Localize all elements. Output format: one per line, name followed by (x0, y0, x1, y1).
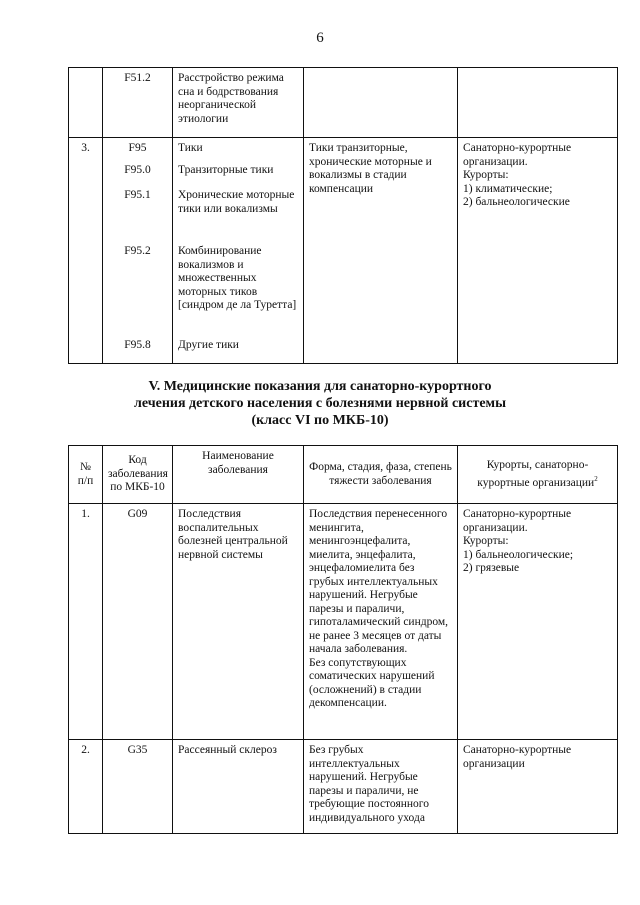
disease-codes (103, 138, 173, 364)
disease-code: G09 (103, 504, 173, 740)
disease-code: G35 (103, 740, 173, 834)
header-resorts (458, 446, 618, 504)
resorts (458, 68, 618, 138)
disease-name: Хронические моторные тики или вокализмы (178, 189, 295, 215)
table-row (69, 68, 618, 138)
disease-name: Другие тики (178, 339, 239, 351)
disease-name: Тики (178, 142, 203, 154)
disease-code: F95.8 (124, 339, 151, 351)
resorts: Санаторно-курортные организации. Курорты: 1) климатические; 2) бальнеологические (458, 138, 618, 364)
disease-code: F51.2 (103, 68, 173, 138)
row-number: 3. (69, 138, 103, 364)
header-resorts-label: Курорты, санаторно-курортные организации (477, 459, 595, 489)
disease-form: Тики транзиторные, хронические моторные и вокализмы в стадии компенсации (304, 138, 458, 364)
disease-name: Комбинирование вокализмов и множественных моторных тиков [синдром де ла Туретта] (178, 245, 297, 311)
footnote-marker: 2 (594, 474, 598, 483)
section-heading-line: V. Медицинские показания для санаторно-курортного (148, 379, 492, 394)
disease-names (173, 138, 304, 364)
page-number: 6 (316, 30, 324, 46)
header-num: № п/п (69, 446, 103, 504)
disease-name: Транзиторные тики (178, 164, 274, 176)
continuation-table (68, 67, 618, 364)
section-heading (0, 378, 640, 429)
disease-form: Последствия перенесенного менингита, менингоэнцефалита, миелита, энцефалита, энцефаломиелита без грубых интеллектуальных нарушений. Негрубые парезы и параличи, гипоталамический синдром, не ранее 3 месяцев от даты начала заболевания. Без сопутствующих соматических нарушений (осложнений) в стадии декомпенсации. (304, 504, 458, 740)
section-heading-line: (класс VI по МКБ-10) (251, 413, 389, 428)
disease-form: Без грубых интеллектуальных нарушений. Негрубые парезы и параличи, не требующие постоянного индивидуального ухода (304, 740, 458, 834)
resorts: Санаторно-курортные организации. Курорты: 1) бальнеологические; 2) грязевые (458, 504, 618, 740)
table-header-row (69, 446, 618, 504)
section-heading-line: лечения детского населения с болезнями нервной системы (133, 396, 507, 411)
table-row (69, 504, 618, 740)
disease-code: F95.1 (124, 189, 151, 201)
disease-code: F95.0 (124, 164, 151, 176)
header-name: Наименование заболевания (173, 446, 304, 504)
resorts: Санаторно-курортные организации (458, 740, 618, 834)
row-number (69, 68, 103, 138)
table-row (69, 138, 618, 364)
disease-name: Последствия воспалительных болезней центральной нервной системы (173, 504, 304, 740)
disease-code: F95 (128, 142, 147, 154)
header-form: Форма, стадия, фаза, степень тяжести заболевания (304, 446, 458, 504)
disease-code: F95.2 (124, 245, 151, 257)
disease-name: Рассеянный склероз (173, 740, 304, 834)
row-number: 2. (69, 740, 103, 834)
table-row (69, 740, 618, 834)
row-number: 1. (69, 504, 103, 740)
disease-form (304, 68, 458, 138)
header-code: Код заболевания по МКБ-10 (103, 446, 173, 504)
indications-table (68, 445, 618, 834)
disease-name: Расстройство режима сна и бодрствования неорганической этиологии (173, 68, 304, 138)
